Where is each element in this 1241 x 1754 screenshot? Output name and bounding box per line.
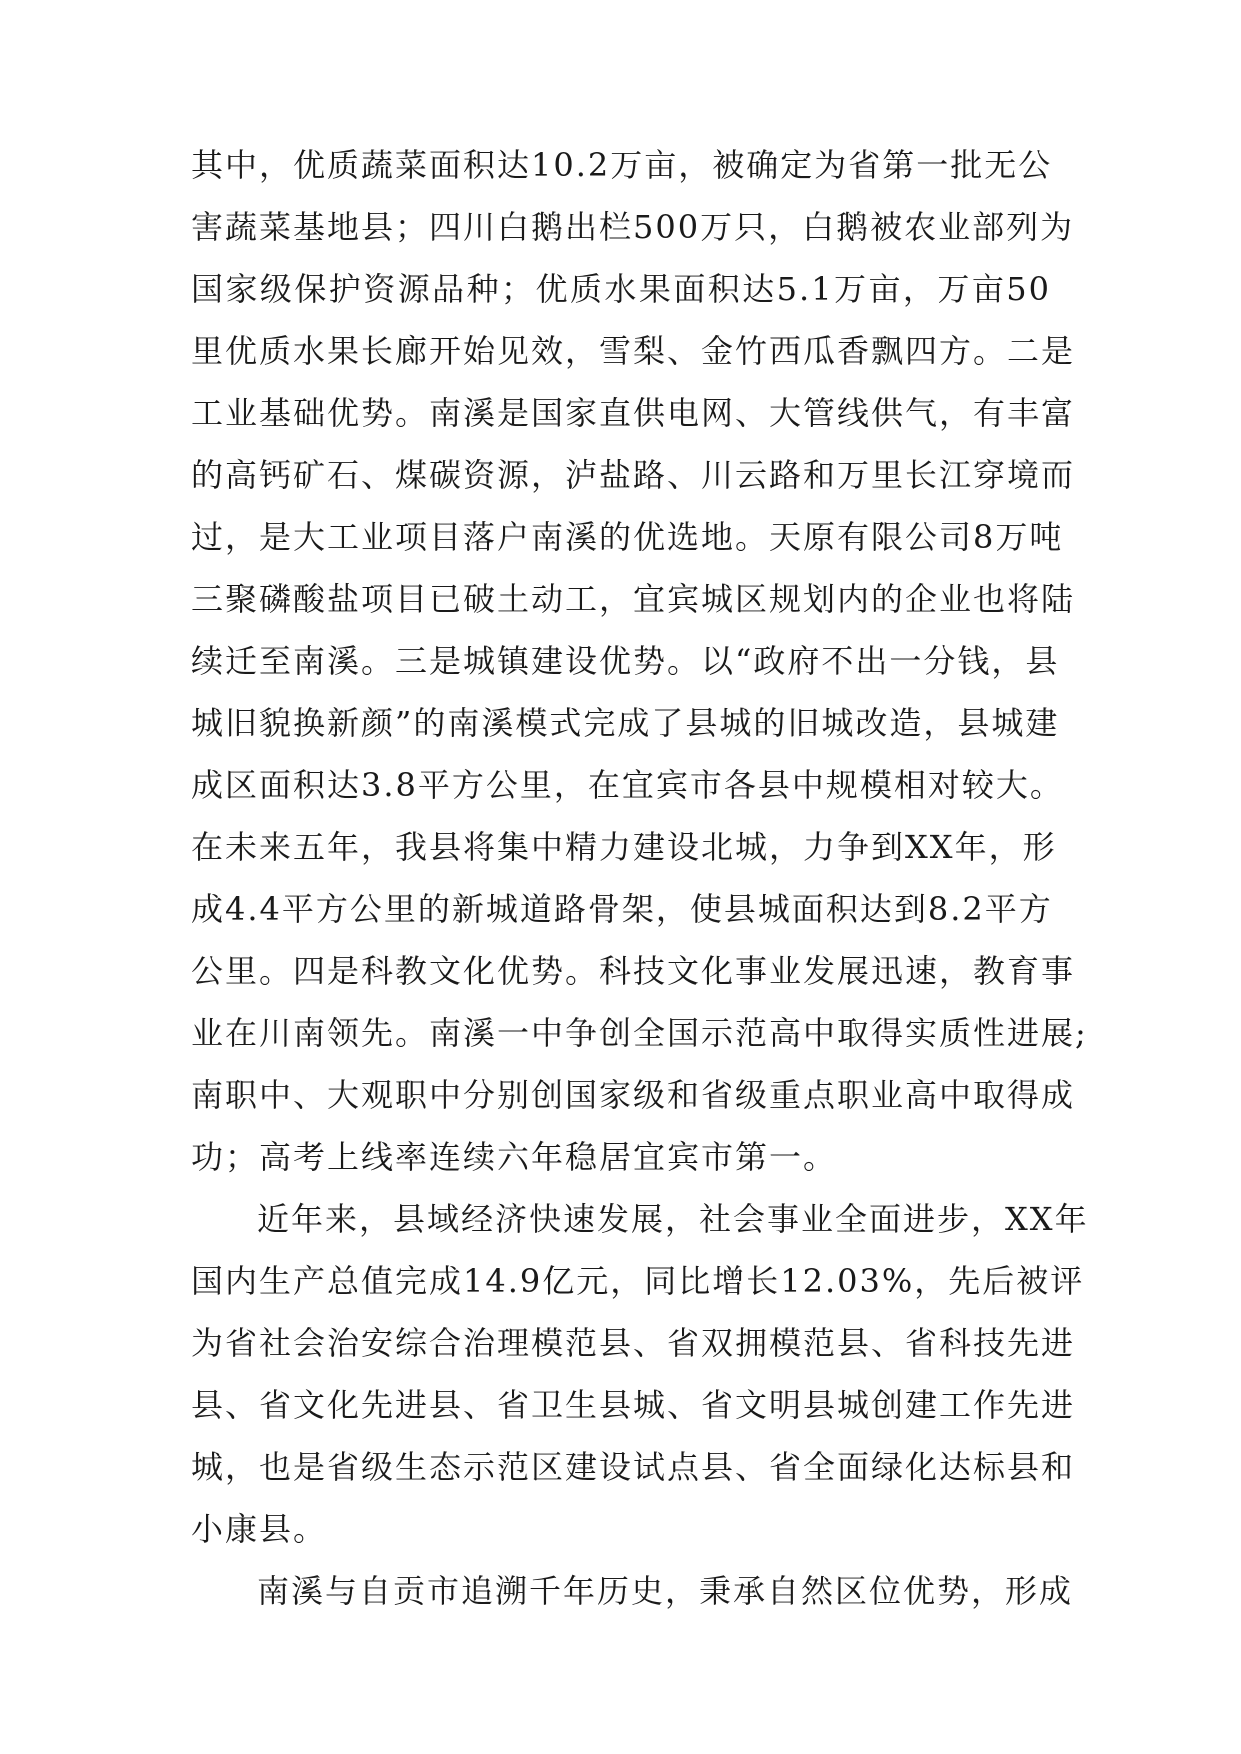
- text-line: 过，是大工业项目落户南溪的优选地。天原有限公司8万吨: [191, 518, 1064, 556]
- paragraph-first-line: 近年来，县域经济快速发展，社会事业全面进步，XX年: [257, 1200, 1089, 1238]
- paragraph-first-line: 南溪与自贡市追溯千年历史，秉承自然区位优势，形成: [257, 1572, 1074, 1610]
- text-line: 续迁至南溪。三是城镇建设优势。以“政府不出一分钱，县: [191, 642, 1060, 680]
- text-line: 里优质水果长廊开始见效，雪梨、金竹西瓜香飘四方。二是: [191, 332, 1076, 370]
- text-line: 其中，优质蔬菜面积达10.2万亩，被确定为省第一批无公: [191, 146, 1053, 184]
- text-line: 成区面积达3.8平方公里，在宜宾市各县中规模相对较大。: [191, 766, 1064, 804]
- text-line: 三聚磷酸盐项目已破土动工，宜宾城区规划内的企业也将陆: [191, 580, 1076, 618]
- text-line: 南职中、大观职中分别创国家级和省级重点职业高中取得成: [191, 1076, 1076, 1114]
- text-line: 城，也是省级生态示范区建设试点县、省全面绿化达标县和: [191, 1448, 1076, 1486]
- text-line: 在未来五年，我县将集中精力建设北城，力争到XX年，形: [191, 828, 1057, 866]
- text-line: 公里。四是科教文化优势。科技文化事业发展迅速，教育事: [191, 952, 1076, 990]
- text-line: 成4.4平方公里的新城道路骨架，使县城面积达到8.2平方: [191, 890, 1053, 928]
- text-line: 国家级保护资源品种；优质水果面积达5.1万亩，万亩50: [191, 270, 1051, 308]
- text-line: 县、省文化先进县、省卫生县城、省文明县城创建工作先进: [191, 1386, 1076, 1424]
- text-line: 工业基础优势。南溪是国家直供电网、大管线供气，有丰富: [191, 394, 1076, 432]
- text-line: 城旧貌换新颜”的南溪模式完成了县城的旧城改造，县城建: [191, 704, 1060, 742]
- text-line: 害蔬菜基地县；四川白鹅出栏500万只，白鹅被农业部列为: [191, 208, 1075, 246]
- text-line: 国内生产总值完成14.9亿元，同比增长12.03%，先后被评: [191, 1262, 1085, 1300]
- text-line: 的高钙矿石、煤碳资源，泸盐路、川云路和万里长江穿境而: [191, 456, 1076, 494]
- text-line: 业在川南领先。南溪一中争创全国示范高中取得实质性进展;: [191, 1014, 1088, 1052]
- text-line: 功；高考上线率连续六年稳居宜宾市第一。: [191, 1138, 838, 1176]
- text-line: 小康县。: [191, 1510, 328, 1548]
- text-line: 为省社会治安综合治理模范县、省双拥模范县、省科技先进: [191, 1324, 1076, 1362]
